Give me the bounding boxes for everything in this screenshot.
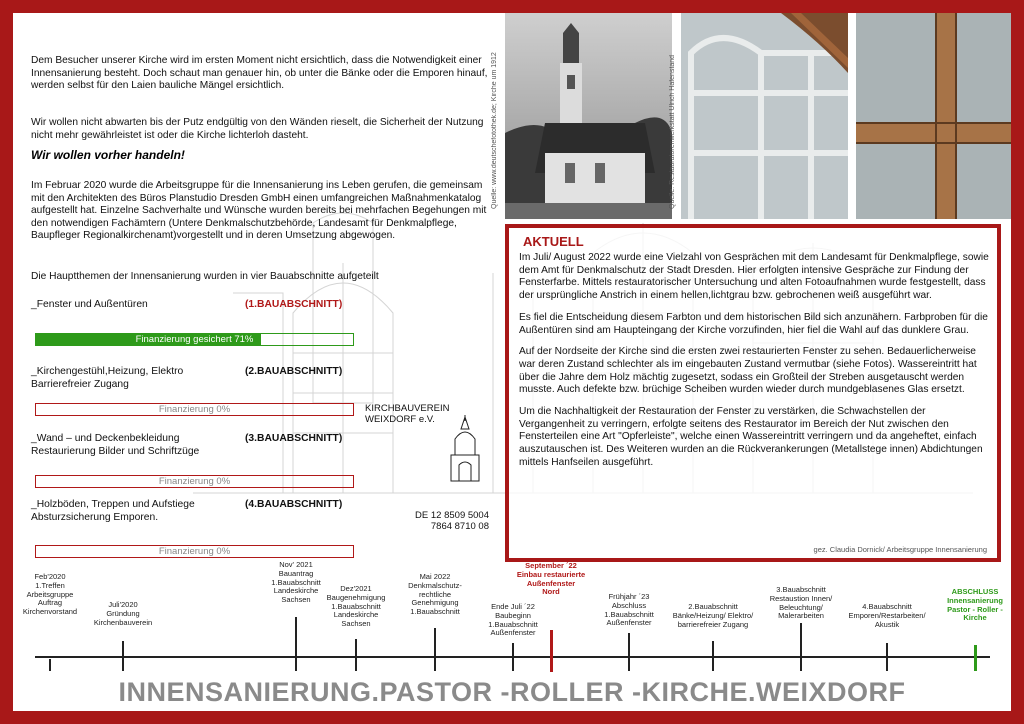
timeline-tick-6 bbox=[512, 643, 514, 671]
intro-slogan: Wir wollen vorher handeln! bbox=[31, 148, 185, 162]
timeline-event-4: Dez'2021 Baugenehmigung 1.Bauabschnitt Landeskirche Sachsen bbox=[326, 584, 386, 629]
poster-title: INNENSANIERUNG.PASTOR -ROLLER -KIRCHE.WEIXDORF bbox=[118, 677, 906, 707]
timeline-event-5: Mai 2022 Denkmalschutz- rechtliche Genehmigung 1.Bauabschnitt bbox=[408, 572, 462, 617]
window-photo-1 bbox=[681, 13, 848, 219]
timeline-event-3: Nov' 2021 Bauantrag 1.Bauabschnitt Landeskirche Sachsen bbox=[271, 560, 321, 605]
stage-3-funding-text: Finanzierung 0% bbox=[158, 476, 231, 487]
stage-3-label: (3.BAUABSCHNITT) bbox=[245, 433, 343, 444]
timeline-event-1: Feb'2020 1.Treffen Arbeitsgruppe Auftrag Kirchenvorstand bbox=[22, 572, 78, 617]
stage-4-label: (4.BAUABSCHNITT) bbox=[245, 499, 343, 510]
stage-2-funding-bar bbox=[35, 403, 354, 416]
stage-1-label: (1.BAUABSCHNITT) bbox=[245, 299, 343, 310]
timeline-event-7: September ´22 Einbau restaurierte Außenfenster Nord bbox=[516, 561, 586, 597]
association-name bbox=[365, 403, 449, 425]
bank-account bbox=[399, 510, 489, 532]
stage-4-items: _Holzböden, Treppen und Aufstiege Absturzsicherung Emporen. bbox=[31, 499, 195, 523]
stage-2-label: (2.BAUABSCHNITT) bbox=[245, 366, 343, 377]
timeline-tick-9 bbox=[712, 641, 714, 671]
bank-account-line1: DE 12 8509 5004 bbox=[415, 510, 489, 521]
bank-account-line2: 7864 8710 08 bbox=[430, 521, 489, 532]
timeline-event-8: Frühjahr ´23 Abschluss 1.Bauabschnitt Außenfenster bbox=[604, 592, 654, 628]
intro-paragraph-3: Im Februar 2020 wurde die Arbeitsgruppe für die Innensanierung ins Leben gerufen, die gemeinsam mit den Architekten des Büros Planstudio Dresden GmbH einen umfangreichen Maßnahmenkatalog aufgestellt hat. Einzelne Sachverhalte und Wünsche wurden bereits bei mehrfachen Begehungen mit den notwendigen Fachämtern (Untere Denkmalschutzbehörde, Landesamt für Denkmalpflege, Baupfleger Regionalkirchenamt)vorgestellt und in deren Umsetzung abgewogen. bbox=[31, 180, 487, 242]
timeline-event-2: Juli'2020 Gründung Kirchenbauverein bbox=[93, 600, 153, 627]
news-body bbox=[519, 252, 989, 479]
news-box bbox=[505, 224, 1001, 562]
stage-4-funding-bar bbox=[35, 545, 354, 558]
intro-paragraph-2: Wir wollen nicht abwarten bis der Putz endgültig von den Wänden rieselt, die Sicherheit der Nutzung nicht mehr gewährleistet ist oder die Kirche lichterloh dasteht. bbox=[31, 117, 484, 141]
church-tower-logo bbox=[443, 415, 489, 483]
timeline-tick-5 bbox=[434, 628, 436, 671]
news-paragraph-2: Es fiel die Entscheidung diesem Farbton und dem historischen Bild sich anzunähern. Farbproben für die Außentüren sind am Haupteingang der Kirche vorzufinden, hier fiel die Wahl auf das dunklere Grau. bbox=[519, 311, 988, 336]
timeline-tick-3 bbox=[295, 617, 297, 671]
historic-church-photo bbox=[505, 13, 672, 219]
window-photo-2 bbox=[856, 13, 1011, 219]
timeline-tick-1 bbox=[49, 659, 51, 671]
stage-4-funding-text: Finanzierung 0% bbox=[158, 546, 231, 557]
stage-2-items: _Kirchengestühl,Heizung, Elektro Barrierefreier Zugang bbox=[31, 366, 184, 390]
photo-credit-2: Quelle: Restauratorenwerkstatt Ulrich Hafenstand bbox=[669, 54, 676, 209]
stage-3-funding-bar bbox=[35, 475, 354, 488]
photo-credit-1: Quelle: www.deutschefotothek.de; Kirche um 1912 bbox=[491, 52, 498, 209]
intro-paragraph-4: Die Hauptthemen der Innensanierung wurden in vier Bauabschnitte aufgeteilt bbox=[31, 271, 379, 282]
timeline-tick-10 bbox=[800, 623, 802, 671]
timeline-event-12: ABSCHLUSS Innensanierung Pastor - Roller - Kirche bbox=[947, 587, 1003, 623]
association-name-line1: KIRCHBAUVEREIN bbox=[365, 403, 450, 414]
news-signature: gez. Claudia Dornick/ Arbeitsgruppe Innensanierung bbox=[813, 545, 987, 554]
news-paragraph-4: Um die Nachhaltigkeit der Restauration der Fenster zu verstärken, die Schwachstellen der Vergangenheit zu verringern, erfolgte seitens des Restaurator im Bereich der Nut zwischen den Fensterteilen eine Art "Opferleiste", welche einen Wassereintritt verringern und da angeheftet, einfach auszutauschen ist. Des Weiteren wurden an die Rückverankerungen (Metallstege innen) Abdichtungen mittels Hanfseilen ausgeführt. bbox=[519, 406, 983, 468]
timeline-tick-7 bbox=[550, 630, 553, 672]
timeline-tick-8 bbox=[628, 633, 630, 671]
poster-sheet bbox=[13, 13, 1011, 711]
stage-2-funding-text: Finanzierung 0% bbox=[158, 404, 231, 415]
news-title: AKTUELL bbox=[523, 234, 584, 249]
timeline-tick-4 bbox=[355, 639, 357, 671]
timeline-event-9: 2.Bauabschnitt Bänke/Heizung/ Elektro/ barrierefreier Zugang bbox=[672, 602, 754, 629]
stage-3-items: _Wand – und Deckenbekleidung Restaurierung Bilder und Schriftzüge bbox=[31, 433, 200, 457]
timeline-tick-11 bbox=[886, 643, 888, 671]
intro-paragraph-1: Dem Besucher unserer Kirche wird im ersten Moment nicht ersichtlich, dass die Notwendigkeit einer Innensanierung besteht. Doch schaut man genauer hin, ob unter die Bänke oder die Emporen hinauf, werden selbst für den Laien bauliche Mängel ersichtlich. bbox=[31, 55, 488, 92]
news-paragraph-1: Im Juli/ August 2022 wurde eine Vielzahl von Gesprächen mit dem Landesamt für Denkmalpflege, sowie dem Amt für Denkmalschutz der Stadt Dresden. Hier erfolgten intensive Gespräche zur Findung der Fensterfarbe. Mittels restauratorischer Untersuchung und alten Fotoaufnahmen wurde festgestellt, dass der ursprüngliche Anstrich in einem hellen,lichtgrau bzw. gebrochenen weiß ausgeführt war. bbox=[519, 252, 989, 302]
timeline-event-10: 3.Bauabschnitt Restaustion Innen/ Beleuchtung/ Malerarbeiten bbox=[769, 585, 833, 621]
association-name-line2: WEIXDORF e.V. bbox=[365, 414, 435, 425]
stage-1-items: _Fenster und Außentüren bbox=[31, 299, 148, 310]
stage-1-funding-bar bbox=[35, 333, 354, 346]
timeline-tick-12 bbox=[974, 645, 977, 671]
timeline-tick-2 bbox=[122, 641, 124, 671]
news-paragraph-3: Auf der Nordseite der Kirche sind die ersten zwei restaurierten Fenster zu sehen. Bedauerlicherweise war deren Zustand schlechter als im eingebauten Zustand vermutbar (siehe Fotos). Wassereintritt hat über die Jahre dem Holz mächtig zugesetzt, sodass ein Großteil der Streben ausgetauscht werden musste. Auch defekte bzw. brüchige Scheiben wurden wieder durch mundgeblasenes Glas ersetzt. bbox=[519, 346, 977, 396]
stage-1-funding-text: Finanzierung gesichert 71% bbox=[135, 334, 254, 345]
timeline-event-11: 4.Bauabschnitt Emporen/Restarbeiten/ Akustik bbox=[848, 602, 926, 629]
timeline-event-6: Ende Juli ´22 Baubeginn 1.Bauabschnitt Außenfenster bbox=[488, 602, 538, 638]
